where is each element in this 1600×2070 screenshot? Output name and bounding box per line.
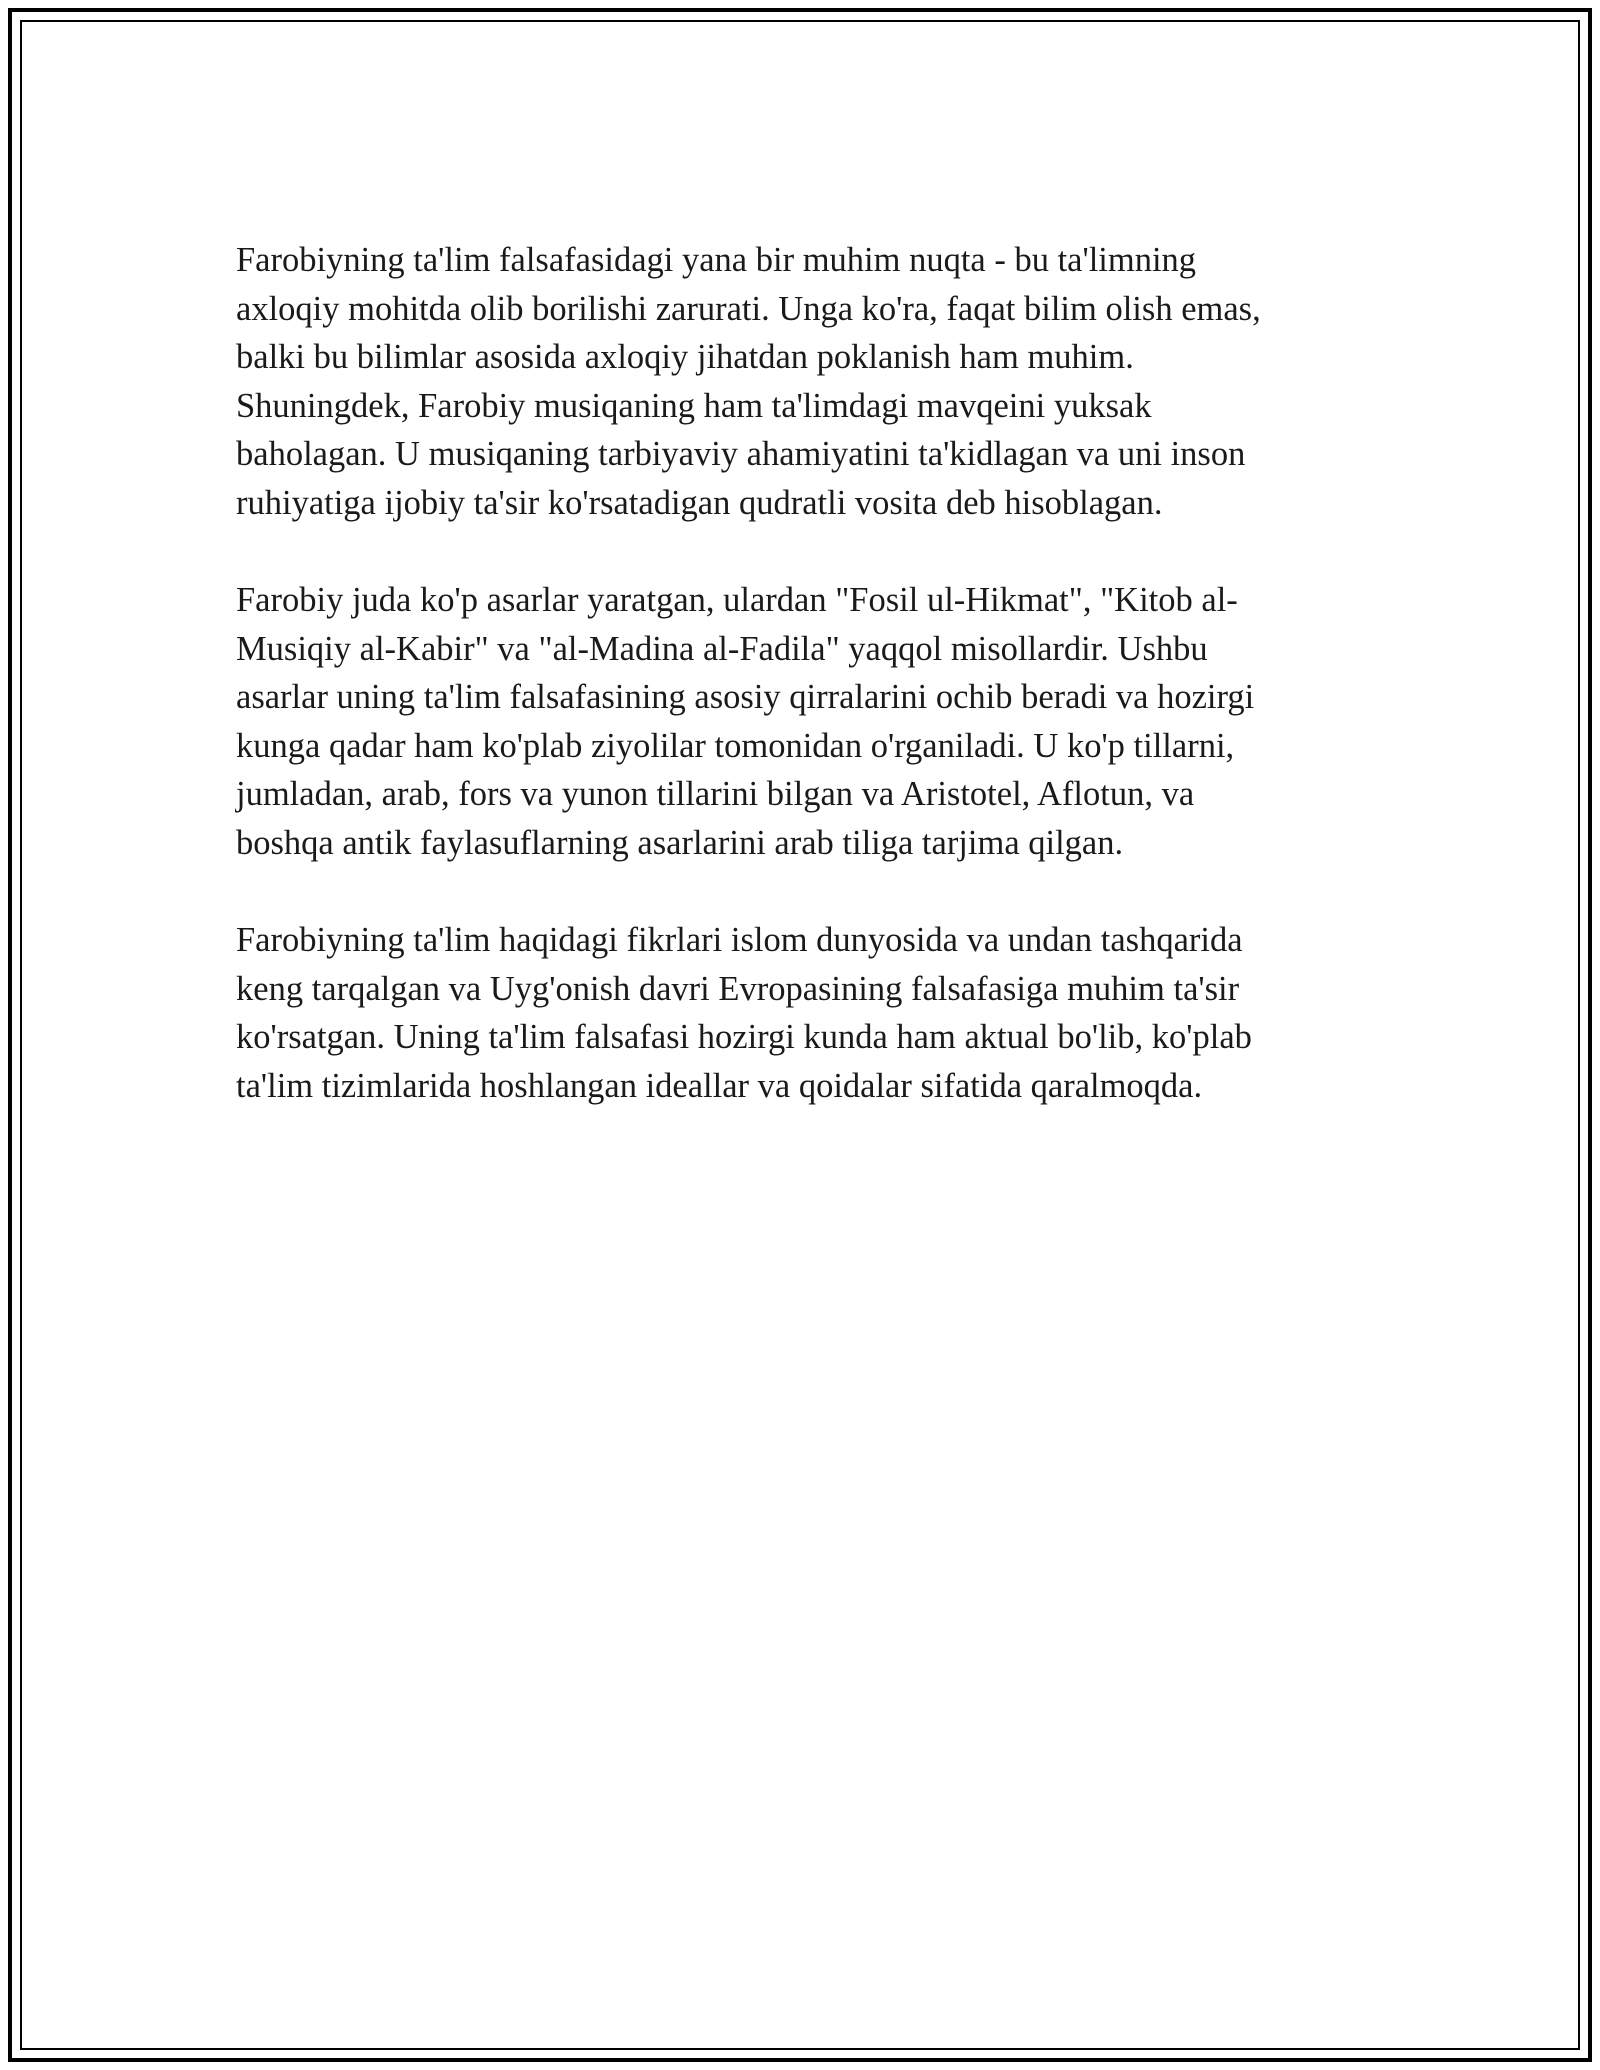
text-line: balki bu bilimlar asosida axloqiy jihatdan poklanish ham muhim. xyxy=(236,338,1134,376)
text-line: Shuningdek, Farobiy musiqaning ham ta'limdagi mavqeini yuksak xyxy=(236,386,1152,425)
text-line: Farobiy juda ko'p asarlar yaratgan, ulardan "Fosil ul-Hikmat", "Kitob al- xyxy=(236,581,1238,619)
text-line: axloqiy mohitda olib borilishi zarurati. Unga ko'ra, faqat bilim olish emas, xyxy=(236,289,1261,328)
text-line: Farobiyning ta'lim falsafasidagi yana bir muhim nuqta - bu ta'limning xyxy=(236,241,1197,279)
text-line: baholagan. U musiqaning tarbiyaviy ahamiyatini ta'kidlagan va uni inson xyxy=(236,435,1246,473)
text-line: boshqa antik faylasuflarning asarlarini arab tiliga tarjima qilgan. xyxy=(236,823,1124,862)
paragraph-1 xyxy=(236,236,1366,527)
text-line: jumladan, arab, fors va yunon tillarini bilgan va Aristotel, Aflotun, va xyxy=(236,775,1195,813)
document-body xyxy=(236,236,1366,1159)
text-line: ta'lim tizimlarida hoshlangan ideallar va qoidalar sifatida qaralmoqda. xyxy=(236,1066,1203,1105)
text-line: Musiqiy al-Kabir" va "al-Madina al-Fadila" yaqqol misollardir. Ushbu xyxy=(236,629,1208,668)
paragraph-3 xyxy=(236,916,1366,1110)
text-line: Farobiyning ta'lim haqidagi fikrlari islom dunyosida va undan tashqarida xyxy=(236,921,1243,959)
text-line: ruhiyatiga ijobiy ta'sir ko'rsatadigan qudratli vosita deb hisoblagan. xyxy=(236,483,1163,522)
text-line: ko'rsatgan. Uning ta'lim falsafasi hozirgi kunda ham aktual bo'lib, ko'plab xyxy=(236,1018,1252,1056)
paragraph-2 xyxy=(236,576,1366,867)
text-line: kunga qadar ham ko'plab ziyolilar tomonidan o'rganiladi. U ko'p tillarni, xyxy=(236,726,1235,765)
text-line: keng tarqalgan va Uyg'onish davri Evropasining falsafasiga muhim ta'sir xyxy=(236,969,1240,1008)
text-line: asarlar uning ta'lim falsafasining asosiy qirralarini ochib beradi va hozirgi xyxy=(236,678,1255,716)
